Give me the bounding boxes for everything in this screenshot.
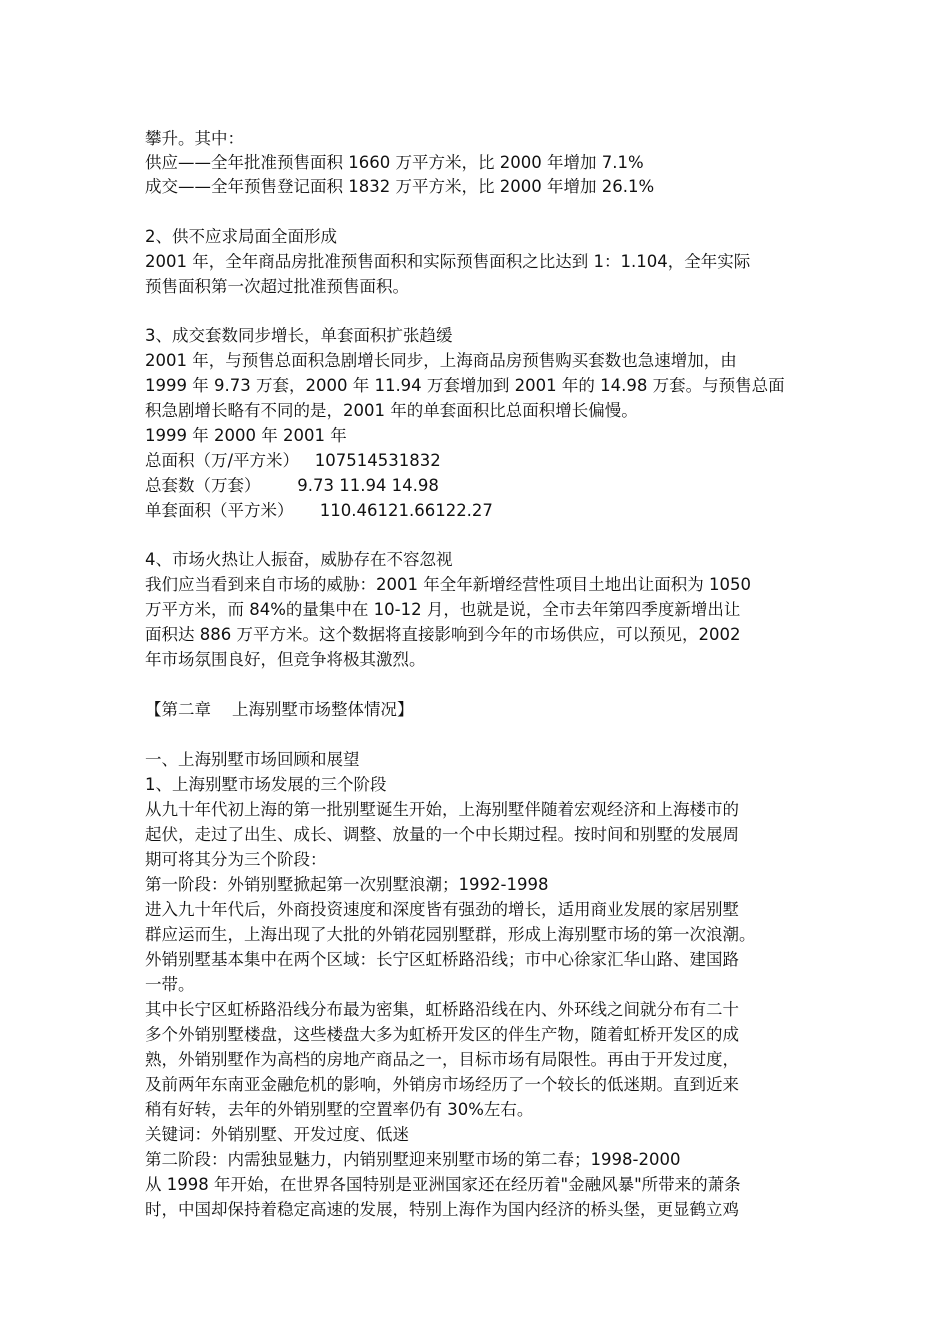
- section-heading: 一、上海别墅市场回顾和展望: [145, 750, 360, 769]
- text-line: 进入九十年代后，外商投资速度和深度皆有强劲的增长，适用商业发展的家居别墅: [145, 900, 739, 919]
- text-line: 万平方米，而 84%的量集中在 10-12 月，也就是说，全市去年第四季度新增出让: [145, 600, 741, 619]
- text-line: 多个外销别墅楼盘，这些楼盘大多为虹桥开发区的伴生产物，随着虹桥开发区的成: [145, 1025, 739, 1044]
- section-heading: 2、供不应求局面全面形成: [145, 227, 337, 246]
- section-heading: 4、市场火热让人振奋，威胁存在不容忽视: [145, 550, 453, 569]
- table-row: 总套数（万套） 9.73 11.94 14.98: [145, 476, 439, 495]
- text-line: 2001 年，与预售总面积急剧增长同步，上海商品房预售购买套数也急速增加，由: [145, 351, 737, 370]
- chapter-title: 【第二章 上海别墅市场整体情况】: [145, 700, 414, 719]
- text-line: 从九十年代初上海的第一批别墅诞生开始，上海别墅伴随着宏观经济和上海楼市的: [145, 800, 739, 819]
- text-line: 关键词：外销别墅、开发过度、低迷: [145, 1125, 409, 1144]
- text-line: 供应——全年批准预售面积 1660 万平方米，比 2000 年增加 7.1%: [145, 153, 644, 172]
- text-line: 成交——全年预售登记面积 1832 万平方米，比 2000 年增加 26.1%: [145, 177, 655, 196]
- text-line: 年市场氛围良好，但竞争将极其激烈。: [145, 650, 426, 669]
- section-heading: 1、上海别墅市场发展的三个阶段: [145, 775, 387, 794]
- text-line: 熟，外销别墅作为高档的房地产商品之一，目标市场有局限性。再由于开发过度，: [145, 1050, 739, 1069]
- text-line: 一带。: [145, 975, 195, 994]
- text-line: 其中长宁区虹桥路沿线分布最为密集，虹桥路沿线在内、外环线之间就分布有二十: [145, 1000, 739, 1019]
- text-line: 外销别墅基本集中在两个区域：长宁区虹桥路沿线；市中心徐家汇华山路、建国路: [145, 950, 739, 969]
- table-header-row: 1999 年 2000 年 2001 年: [145, 426, 347, 445]
- text-line: 预售面积第一次超过批准预售面积。: [145, 277, 409, 296]
- text-line: 群应运而生，上海出现了大批的外销花园别墅群，形成上海别墅市场的第一次浪潮。: [145, 925, 756, 944]
- text-line: 2001 年，全年商品房批准预售面积和实际预售面积之比达到 1：1.104，全年实际: [145, 252, 751, 271]
- text-line: 起伏，走过了出生、成长、调整、放量的一个中长期过程。按时间和别墅的发展周: [145, 825, 739, 844]
- text-line: 时，中国却保持着稳定高速的发展，特别上海作为国内经济的桥头堡，更显鹤立鸡: [145, 1200, 739, 1219]
- table-row: 单套面积（平方米） 110.46121.66122.27: [145, 501, 493, 520]
- text-line: 期可将其分为三个阶段：: [145, 850, 327, 869]
- text-line: 面积达 886 万平方米。这个数据将直接影响到今年的市场供应，可以预见，2002: [145, 625, 741, 644]
- table-row: 总面积（万/平方米） 107514531832: [145, 451, 441, 470]
- section-heading: 3、成交套数同步增长，单套面积扩张趋缓: [145, 326, 453, 345]
- text-line: 从 1998 年开始，在世界各国特别是亚洲国家还在经历着"金融风暴"所带来的萧条: [145, 1175, 741, 1194]
- text-line: 我们应当看到来自市场的威胁：2001 年全年新增经营性项目土地出让面积为 1050: [145, 575, 751, 594]
- text-line: 第二阶段：内需独显魅力，内销别墅迎来别墅市场的第二春；1998-2000: [145, 1150, 681, 1169]
- text-line: 积急剧增长略有不同的是，2001 年的单套面积比总面积增长偏慢。: [145, 401, 638, 420]
- text-line: 攀升。其中：: [145, 129, 244, 148]
- text-line: 及前两年东南亚金融危机的影响，外销房市场经历了一个较长的低迷期。直到近来: [145, 1075, 739, 1094]
- text-line: 稍有好转，去年的外销别墅的空置率仍有 30%左右。: [145, 1100, 534, 1119]
- text-line: 1999 年 9.73 万套，2000 年 11.94 万套增加到 2001 年的 14.98 万套。与预售总面: [145, 376, 785, 395]
- text-line: 第一阶段：外销别墅掀起第一次别墅浪潮；1992-1998: [145, 875, 549, 894]
